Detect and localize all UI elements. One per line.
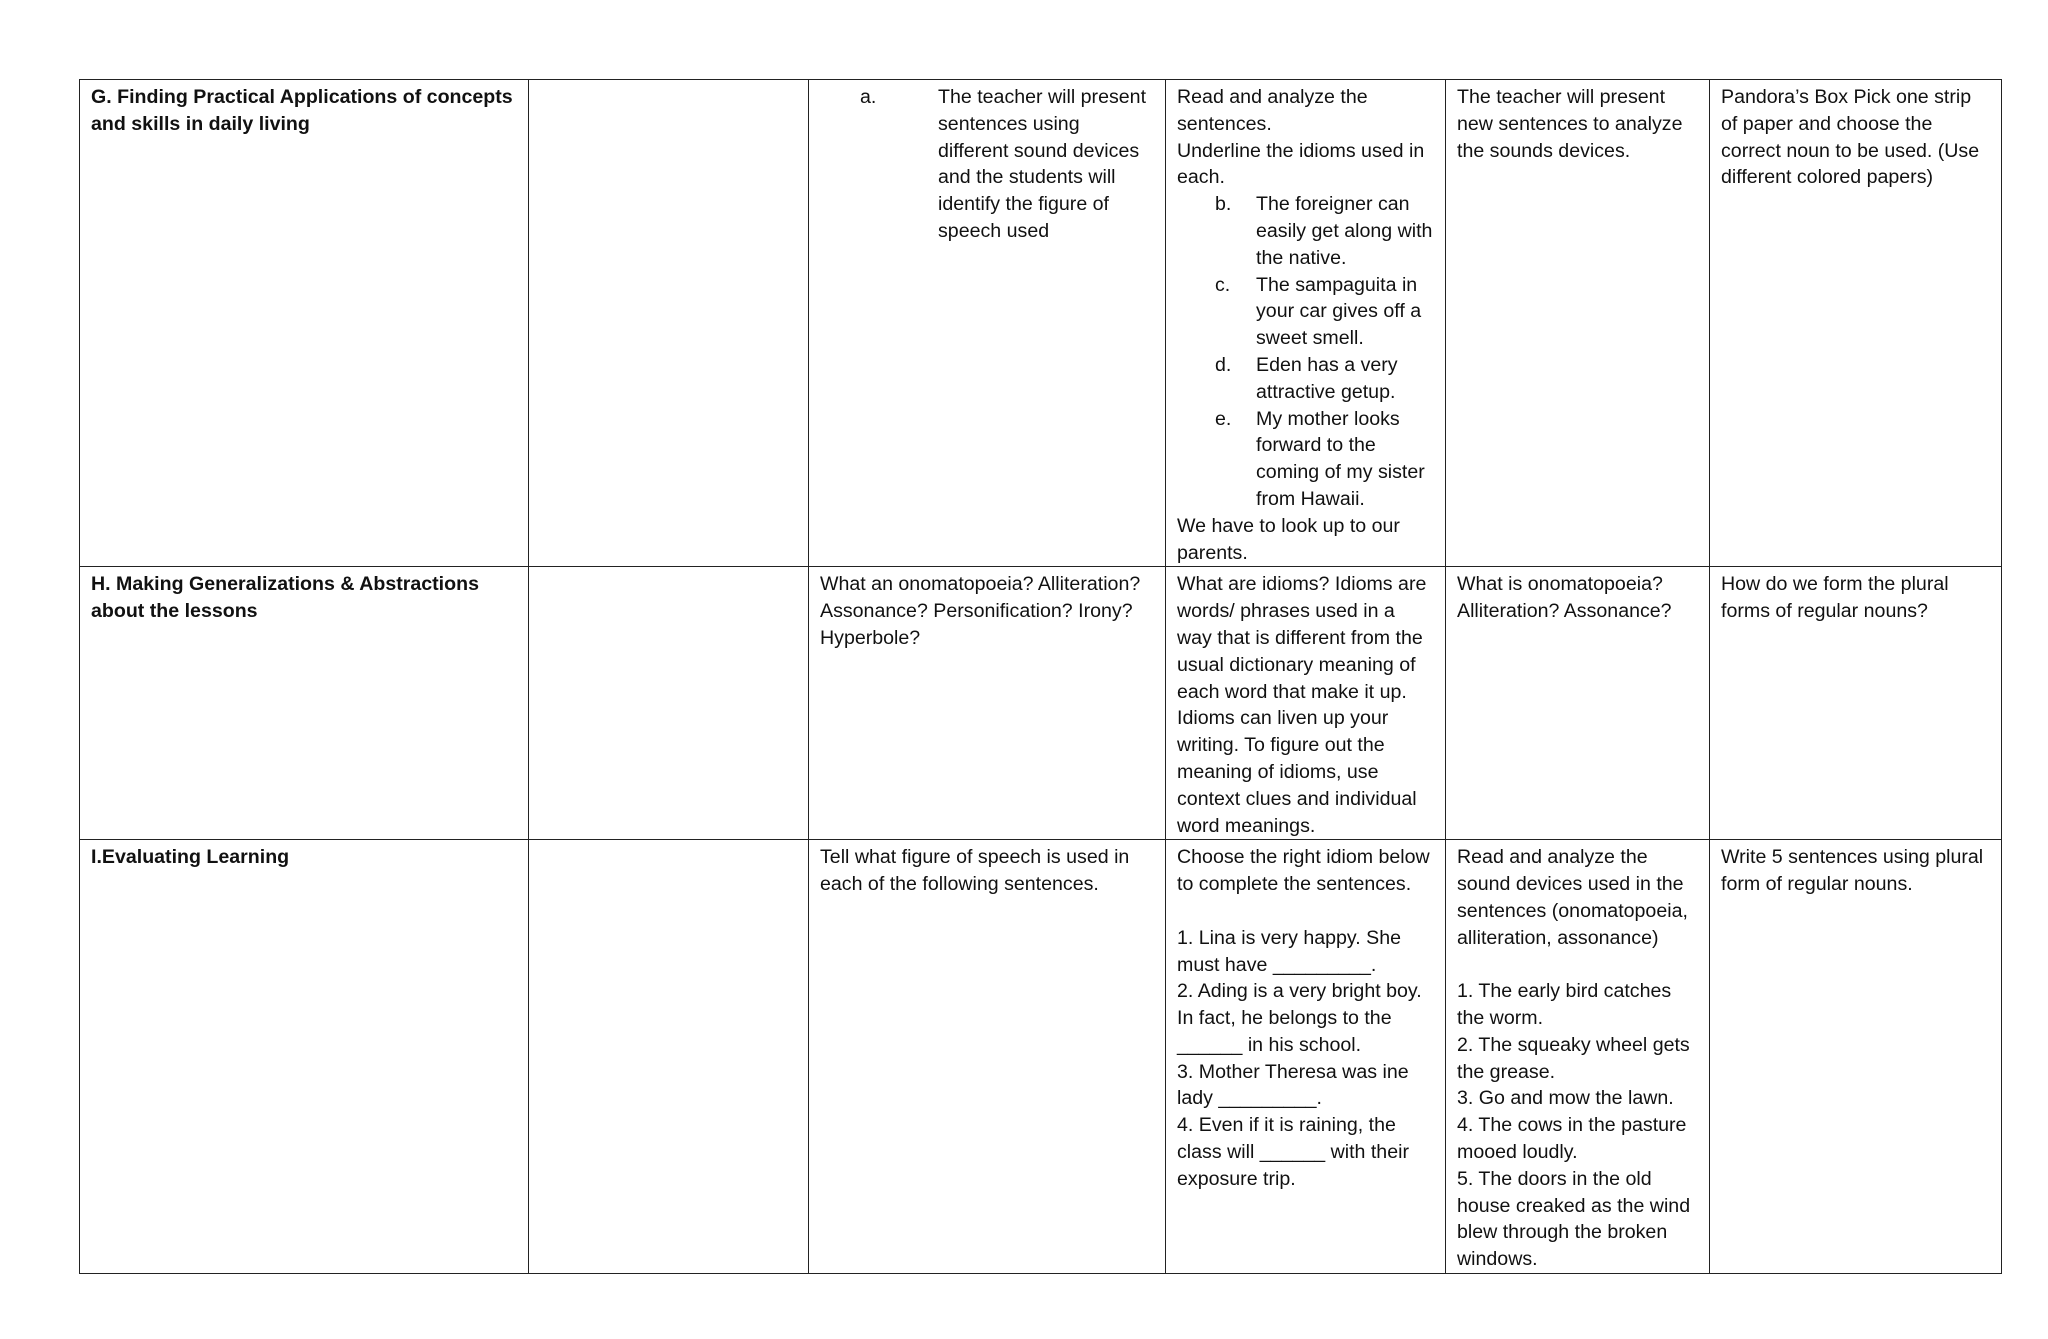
numbered-line: 4. Even if it is raining, the class will ______ with their exposure trip. [1177,1114,1409,1190]
list-marker: e. [1215,407,1232,430]
numbered-line: 5. The doors in the old house creaked as the wind blew through the broken windows. [1457,1167,1691,1271]
list-item [1215,352,1435,406]
cell-text: Read and analyze the sound devices used in the sentences (onomatopoeia, alliteration, assonance) [1457,846,1688,949]
row-label: G. Finding Practical Applications of concepts and skills in daily living [91,86,513,135]
numbered-line: 3. Mother Theresa was ine lady _________. [1177,1060,1409,1110]
table-cell [1166,80,1446,567]
table-cell [1710,840,2002,1274]
list-marker: a. [860,86,877,108]
list-item [1215,406,1435,513]
empty-cell [529,840,809,1274]
table-cell [1710,567,2002,840]
table-cell [1446,80,1710,567]
row-label: H. Making Generalizations & Abstractions about the lessons [91,573,479,623]
row-label: I.Evaluating Learning [91,846,290,869]
table-cell [1166,567,1446,840]
table-cell [1446,840,1710,1274]
numbered-line: 2. Ading is a very bright boy. In fact, he belongs to the ______ in his school. [1177,980,1422,1056]
cell-text: How do we form the plural forms of regular nouns? [1721,573,1949,623]
row-label-cell [80,840,529,1274]
numbered-line: 1. Lina is very happy. She must have _________. [1177,926,1402,976]
list-marker: b. [1215,193,1232,216]
cell-text: Write 5 sentences using plural form of regular nouns. [1721,846,1984,896]
numbered-line: 1. The early bird catches the worm. [1457,980,1672,1030]
list-item-text: The sampaguita in your car gives off a sweet smell. [1256,273,1422,350]
list-item-text: Eden has a very attractive getup. [1256,353,1398,403]
table-row [80,840,2002,1274]
table-row [80,567,2002,840]
blank-line [1177,898,1435,925]
lettered-list [1177,191,1435,513]
lesson-plan-table [79,79,2002,1274]
list-item-text: The teacher will present sentences using different sound devices and the students will identify the figure of speech used [938,86,1147,242]
lettered-list [820,84,1155,245]
list-marker: c. [1215,273,1231,296]
blank-line [1457,952,1699,979]
cell-text: What is onomatopoeia? Alliteration? Assonance? [1457,573,1672,623]
row-label-cell [80,567,529,840]
table-cell [1446,567,1710,840]
table-cell [809,80,1166,567]
row-label-cell [80,80,529,567]
empty-cell [529,80,809,567]
cell-text: What an onomatopoeia? Alliteration? Assonance? Personification? Irony? Hyperbole? [820,573,1141,649]
list-item-text: The foreigner can easily get along with the native. [1256,193,1433,269]
cell-text: The teacher will present new sentences to analyze the sounds devices. [1457,86,1683,162]
cell-text: We have to look up to our parents. [1177,514,1400,564]
numbered-line: 3. Go and mow the lawn. [1457,1087,1674,1110]
cell-text: Read and analyze the sentences. [1177,86,1368,135]
cell-text: Pandora’s Box Pick one strip of paper and choose the correct noun to be used. (Use different colored papers) [1721,86,1980,189]
cell-text: Choose the right idiom below to complete the sentences. [1177,846,1430,896]
list-item-text: My mother looks forward to the coming of my sister from Hawaii. [1256,407,1425,510]
table-row [80,80,2002,567]
numbered-line: 4. The cows in the pasture mooed loudly. [1457,1114,1687,1164]
table-cell [1166,840,1446,1274]
empty-cell [529,567,809,840]
list-marker: d. [1215,353,1232,376]
numbered-line: 2. The squeaky wheel gets the grease. [1457,1033,1690,1083]
list-item [1215,272,1435,352]
cell-text: Tell what figure of speech is used in each of the following sentences. [820,846,1130,896]
cell-text: Underline the idioms used in each. [1177,139,1425,189]
table-cell [1710,80,2002,567]
table-cell [809,840,1166,1274]
list-item [1215,191,1435,271]
list-item [860,84,1155,245]
table-cell [809,567,1166,840]
cell-text: What are idioms? Idioms are words/ phrases used in a way that is different from the usual dictionary meaning of each word that make it up. Idioms can liven up your writing. To figure out the meaning of idioms, use context clues and individual word meanings. [1177,573,1427,837]
